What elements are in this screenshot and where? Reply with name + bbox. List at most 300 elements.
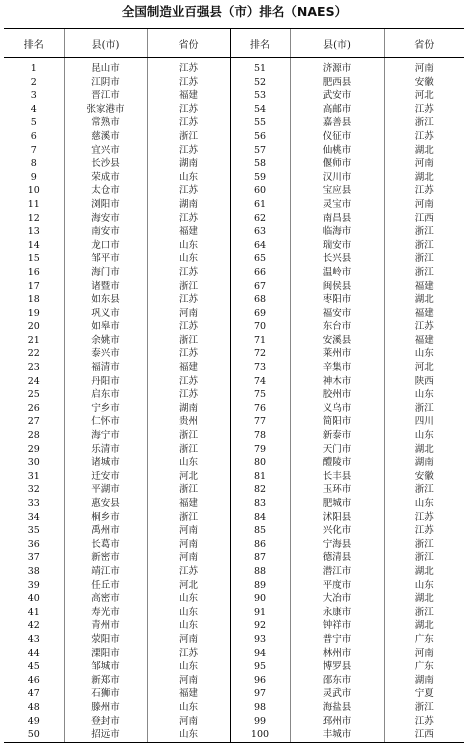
county-cell: 泰兴市 [64, 347, 147, 361]
province-cell: 江苏 [147, 375, 230, 389]
county-cell: 如皋市 [64, 320, 147, 334]
county-cell: 龙口市 [64, 239, 147, 253]
table-row [4, 116, 464, 130]
county-cell: 乐清市 [64, 443, 147, 457]
county-cell: 德清县 [290, 551, 384, 565]
rank-cell: 20 [27, 321, 40, 333]
province-cell: 河北 [384, 361, 464, 375]
table-row [4, 660, 464, 674]
table-row [4, 225, 464, 239]
province-cell: 山东 [147, 606, 230, 620]
table-row [4, 130, 464, 144]
province-cell: 江苏 [147, 565, 230, 579]
table-row [4, 429, 464, 443]
province-cell: 浙江 [384, 252, 464, 266]
county-cell: 辛集市 [290, 361, 384, 375]
county-cell: 福安市 [290, 307, 384, 321]
province-cell: 河北 [384, 89, 464, 103]
table-row [4, 361, 464, 375]
county-cell: 灵武市 [290, 687, 384, 701]
rank-cell: 69 [253, 307, 267, 319]
table-body [4, 58, 464, 743]
county-cell: 荥阳市 [64, 633, 147, 647]
county-cell: 天门市 [290, 443, 384, 457]
county-cell: 福清市 [64, 361, 147, 375]
rank-cell: 74 [253, 375, 267, 387]
rank-cell: 96 [253, 674, 267, 686]
rank-cell: 10 [27, 185, 40, 197]
province-cell: 福建 [384, 334, 464, 348]
county-cell: 沭阳县 [290, 511, 384, 525]
table-row [4, 76, 464, 90]
rank-cell: 16 [27, 266, 40, 278]
table-row [4, 511, 464, 525]
province-cell: 江苏 [147, 76, 230, 90]
table-row [4, 375, 464, 389]
rank-cell: 56 [253, 130, 267, 142]
county-cell: 禹州市 [64, 524, 147, 538]
rank-cell: 34 [27, 511, 40, 523]
county-cell: 余姚市 [64, 334, 147, 348]
rank-cell: 58 [253, 158, 267, 170]
rank-cell: 94 [253, 647, 267, 659]
rank-cell: 17 [27, 280, 40, 292]
province-cell: 浙江 [147, 483, 230, 497]
rank-cell: 61 [253, 198, 267, 210]
rank-cell: 43 [27, 633, 40, 645]
table-row [4, 307, 464, 321]
county-cell: 瑞安市 [290, 239, 384, 253]
county-cell: 溧阳市 [64, 647, 147, 661]
table-row [4, 674, 464, 688]
rank-cell: 53 [253, 90, 267, 102]
county-cell: 嘉善县 [290, 116, 384, 130]
province-cell: 山东 [384, 388, 464, 402]
rank-cell: 7 [30, 144, 37, 156]
rank-cell: 91 [253, 606, 267, 618]
province-cell: 浙江 [384, 538, 464, 552]
rank-cell: 12 [27, 212, 40, 224]
rank-cell: 63 [253, 226, 267, 238]
rank-cell: 84 [253, 511, 267, 523]
county-cell: 武安市 [290, 89, 384, 103]
county-cell: 南昌县 [290, 212, 384, 226]
county-cell: 仪征市 [290, 130, 384, 144]
province-cell: 江苏 [384, 715, 464, 729]
province-cell: 湖北 [384, 171, 464, 185]
header-province-right: 省份 [384, 29, 464, 58]
table-row [4, 565, 464, 579]
county-cell: 新郑市 [64, 674, 147, 688]
rank-cell: 1 [30, 63, 37, 74]
county-cell: 闽侯县 [290, 280, 384, 294]
rank-cell: 75 [253, 389, 267, 401]
rank-cell: 76 [253, 402, 267, 414]
province-cell: 山东 [384, 429, 464, 443]
rank-cell: 47 [27, 688, 40, 700]
rank-cell: 70 [253, 321, 267, 333]
rank-cell: 8 [30, 158, 37, 170]
province-cell: 江苏 [147, 266, 230, 280]
table-row [4, 647, 464, 661]
table-row [4, 144, 464, 158]
rank-cell: 85 [253, 525, 267, 537]
province-cell: 湖南 [147, 157, 230, 171]
rank-cell: 90 [253, 593, 267, 605]
province-cell: 湖北 [384, 144, 464, 158]
county-cell: 仁怀市 [64, 415, 147, 429]
rank-cell: 42 [27, 620, 40, 632]
table-row [4, 415, 464, 429]
table-row [4, 538, 464, 552]
rank-cell: 71 [253, 334, 267, 346]
table-row [4, 456, 464, 470]
rank-cell: 45 [27, 661, 40, 673]
county-cell: 简阳市 [290, 415, 384, 429]
county-cell: 汉川市 [290, 171, 384, 185]
province-cell: 浙江 [384, 606, 464, 620]
county-cell: 惠安县 [64, 497, 147, 511]
header-rank-right: 排名 [230, 29, 290, 58]
rank-cell: 29 [27, 443, 40, 455]
rank-cell: 67 [253, 280, 267, 292]
rank-cell: 78 [253, 430, 267, 442]
province-cell: 湖南 [147, 402, 230, 416]
county-cell: 靖江市 [64, 565, 147, 579]
county-cell: 长沙县 [64, 157, 147, 171]
county-cell: 义乌市 [290, 402, 384, 416]
rank-cell: 93 [253, 633, 267, 645]
county-cell: 大冶市 [290, 592, 384, 606]
county-cell: 江阴市 [64, 76, 147, 90]
rank-cell: 89 [253, 579, 267, 591]
province-cell: 广东 [384, 633, 464, 647]
county-cell: 醴陵市 [290, 456, 384, 470]
county-cell: 普宁市 [290, 633, 384, 647]
table-row [4, 551, 464, 565]
province-cell: 湖北 [384, 565, 464, 579]
province-cell: 河南 [147, 524, 230, 538]
province-cell: 河南 [147, 538, 230, 552]
province-cell: 河南 [147, 633, 230, 647]
province-cell: 河南 [147, 674, 230, 688]
rank-cell: 11 [27, 198, 40, 210]
province-cell: 浙江 [384, 701, 464, 715]
province-cell: 浙江 [147, 429, 230, 443]
rank-cell: 92 [253, 620, 267, 632]
table-row [4, 103, 464, 117]
county-cell: 丹阳市 [64, 375, 147, 389]
rank-cell: 83 [253, 498, 267, 509]
province-cell: 江苏 [147, 347, 230, 361]
county-cell: 诸暨市 [64, 280, 147, 294]
province-cell: 浙江 [147, 511, 230, 525]
province-cell: 山东 [147, 456, 230, 470]
county-cell: 登封市 [64, 715, 147, 729]
header-county-left: 县(市) [64, 29, 147, 58]
header-rank-left: 排名 [4, 29, 64, 58]
province-cell: 浙江 [384, 402, 464, 416]
county-cell: 诸城市 [64, 456, 147, 470]
table-row [4, 687, 464, 701]
table-row [4, 239, 464, 253]
table-header [4, 29, 464, 58]
province-cell: 江西 [384, 728, 464, 742]
province-cell: 江西 [384, 212, 464, 226]
rank-cell: 27 [27, 416, 40, 428]
province-cell: 江苏 [384, 511, 464, 525]
rank-cell: 77 [253, 416, 267, 428]
province-cell: 湖北 [384, 592, 464, 606]
province-cell: 浙江 [147, 334, 230, 348]
rank-cell: 44 [27, 647, 40, 659]
rank-cell: 41 [27, 606, 40, 618]
table-row [4, 280, 464, 294]
county-cell: 浏阳市 [64, 198, 147, 212]
province-cell: 山东 [147, 239, 230, 253]
rank-cell: 4 [30, 103, 37, 115]
rank-cell: 38 [27, 565, 40, 577]
county-cell: 偃师市 [290, 157, 384, 171]
province-cell: 河南 [384, 647, 464, 661]
table-row [4, 266, 464, 280]
county-cell: 莱州市 [290, 347, 384, 361]
rank-cell: 35 [27, 525, 40, 537]
table-row [4, 89, 464, 103]
table-row [4, 443, 464, 457]
province-cell: 浙江 [384, 225, 464, 239]
rank-cell: 32 [27, 484, 40, 496]
rank-cell: 30 [27, 457, 40, 469]
province-cell: 湖北 [384, 293, 464, 307]
province-cell: 贵州 [147, 415, 230, 429]
province-cell: 山东 [147, 728, 230, 742]
province-cell: 江苏 [384, 524, 464, 538]
county-cell: 温岭市 [290, 266, 384, 280]
county-cell: 太仓市 [64, 184, 147, 198]
rank-cell: 52 [253, 76, 267, 88]
province-cell: 江苏 [147, 293, 230, 307]
county-cell: 邹城市 [64, 660, 147, 674]
province-cell: 山东 [384, 497, 464, 511]
county-cell: 潜江市 [290, 565, 384, 579]
province-cell: 湖南 [384, 456, 464, 470]
county-cell: 平湖市 [64, 483, 147, 497]
province-cell: 浙江 [384, 239, 464, 253]
province-cell: 江苏 [147, 647, 230, 661]
county-cell: 兴化市 [290, 524, 384, 538]
province-cell: 江苏 [147, 320, 230, 334]
county-cell: 寿光市 [64, 606, 147, 620]
county-cell: 玉环市 [290, 483, 384, 497]
province-cell: 山东 [147, 619, 230, 633]
county-cell: 宁乡市 [64, 402, 147, 416]
rank-cell: 62 [253, 212, 267, 224]
province-cell: 江苏 [384, 184, 464, 198]
county-cell: 新密市 [64, 551, 147, 565]
table-row [4, 728, 464, 742]
rank-cell: 46 [27, 674, 40, 686]
county-cell: 博罗县 [290, 660, 384, 674]
rank-cell: 37 [27, 552, 40, 564]
county-cell: 济源市 [290, 58, 384, 76]
county-cell: 永康市 [290, 606, 384, 620]
table-row [4, 633, 464, 647]
county-cell: 高邮市 [290, 103, 384, 117]
county-cell: 安溪县 [290, 334, 384, 348]
county-cell: 神木市 [290, 375, 384, 389]
rank-cell: 3 [30, 90, 37, 102]
rank-cell: 87 [253, 552, 267, 564]
rank-cell: 28 [27, 430, 40, 442]
province-cell: 福建 [384, 307, 464, 321]
county-cell: 慈溪市 [64, 130, 147, 144]
table-row [4, 497, 464, 511]
county-cell: 海盐县 [290, 701, 384, 715]
header-province-left: 省份 [147, 29, 230, 58]
county-cell: 新泰市 [290, 429, 384, 443]
province-cell: 山东 [384, 579, 464, 593]
province-cell: 江苏 [147, 116, 230, 130]
province-cell: 河南 [384, 198, 464, 212]
county-cell: 常熟市 [64, 116, 147, 130]
rank-cell: 19 [27, 307, 40, 319]
page-title: 全国制造业百强县（市）排名（NAES） [121, 4, 348, 19]
rank-cell: 97 [253, 688, 267, 700]
province-cell: 福建 [147, 687, 230, 701]
table-row [4, 715, 464, 729]
county-cell: 肥西县 [290, 76, 384, 90]
rank-cell: 9 [30, 171, 37, 183]
table-row [4, 320, 464, 334]
province-cell: 安徽 [384, 76, 464, 90]
table-row [4, 58, 464, 76]
province-cell: 山东 [147, 171, 230, 185]
rank-cell: 66 [253, 266, 267, 278]
province-cell: 山东 [384, 347, 464, 361]
rank-cell: 64 [253, 239, 267, 251]
rank-cell: 5 [30, 117, 37, 129]
rank-cell: 49 [27, 715, 40, 727]
table-row [4, 347, 464, 361]
province-cell: 广东 [384, 660, 464, 674]
table-row [4, 184, 464, 198]
province-cell: 四川 [384, 415, 464, 429]
province-cell: 湖北 [384, 619, 464, 633]
table-row [4, 592, 464, 606]
rank-cell: 40 [27, 593, 40, 605]
county-cell: 如东县 [64, 293, 147, 307]
province-cell: 湖南 [384, 674, 464, 688]
table-row [4, 252, 464, 266]
rank-cell: 95 [253, 661, 267, 673]
province-cell: 福建 [384, 280, 464, 294]
province-cell: 浙江 [147, 130, 230, 144]
rank-cell: 54 [253, 103, 267, 115]
province-cell: 河南 [147, 715, 230, 729]
county-cell: 长丰县 [290, 470, 384, 484]
rank-cell: 6 [30, 130, 37, 142]
table-row [4, 619, 464, 633]
table-row [4, 579, 464, 593]
rank-cell: 51 [253, 63, 267, 74]
county-cell: 邵东市 [290, 674, 384, 688]
rank-cell: 88 [253, 565, 267, 577]
province-cell: 湖南 [147, 198, 230, 212]
county-cell: 平度市 [290, 579, 384, 593]
rank-cell: 31 [27, 470, 40, 482]
province-cell: 湖北 [384, 443, 464, 457]
county-cell: 海门市 [64, 266, 147, 280]
county-cell: 肥城市 [290, 497, 384, 511]
rank-cell: 22 [27, 348, 40, 360]
province-cell: 河北 [147, 470, 230, 484]
province-cell: 江苏 [147, 184, 230, 198]
county-cell: 东台市 [290, 320, 384, 334]
province-cell: 河南 [384, 157, 464, 171]
county-cell: 宜兴市 [64, 144, 147, 158]
county-cell: 临海市 [290, 225, 384, 239]
table-row [4, 402, 464, 416]
rank-cell: 23 [27, 362, 40, 374]
county-cell: 招远市 [64, 728, 147, 742]
table-row [4, 334, 464, 348]
rank-cell: 82 [253, 484, 267, 496]
province-cell: 山东 [147, 660, 230, 674]
rank-cell: 79 [253, 443, 267, 455]
table-row [4, 212, 464, 226]
province-cell: 浙江 [384, 551, 464, 565]
county-cell: 宝应县 [290, 184, 384, 198]
province-cell: 江苏 [147, 388, 230, 402]
rank-cell: 15 [27, 253, 40, 265]
table-row [4, 483, 464, 497]
rank-cell: 13 [27, 226, 40, 238]
header-county-right: 县(市) [290, 29, 384, 58]
province-cell: 江苏 [147, 212, 230, 226]
county-cell: 桐乡市 [64, 511, 147, 525]
county-cell: 迁安市 [64, 470, 147, 484]
province-cell: 安徽 [384, 470, 464, 484]
county-cell: 任丘市 [64, 579, 147, 593]
rank-cell: 86 [253, 538, 267, 550]
county-cell: 邳州市 [290, 715, 384, 729]
province-cell: 福建 [147, 89, 230, 103]
province-cell: 河南 [147, 307, 230, 321]
rank-cell: 25 [27, 389, 40, 401]
province-cell: 江苏 [147, 144, 230, 158]
rank-cell: 39 [27, 579, 40, 591]
rank-cell: 14 [27, 239, 40, 251]
province-cell: 山东 [147, 701, 230, 715]
county-cell: 青州市 [64, 619, 147, 633]
rank-cell: 50 [4, 728, 64, 742]
province-cell: 陕西 [384, 375, 464, 389]
rank-cell: 21 [27, 334, 40, 346]
province-cell: 江苏 [384, 130, 464, 144]
county-cell: 林州市 [290, 647, 384, 661]
county-cell: 高密市 [64, 592, 147, 606]
county-cell: 南安市 [64, 225, 147, 239]
rank-cell: 60 [253, 185, 267, 197]
rank-cell: 81 [253, 470, 267, 482]
rank-cell: 80 [253, 457, 267, 469]
province-cell: 浙江 [147, 280, 230, 294]
rank-cell: 65 [253, 253, 267, 265]
rank-cell: 57 [253, 144, 267, 156]
rank-cell: 33 [27, 498, 40, 509]
province-cell: 江苏 [147, 58, 230, 76]
